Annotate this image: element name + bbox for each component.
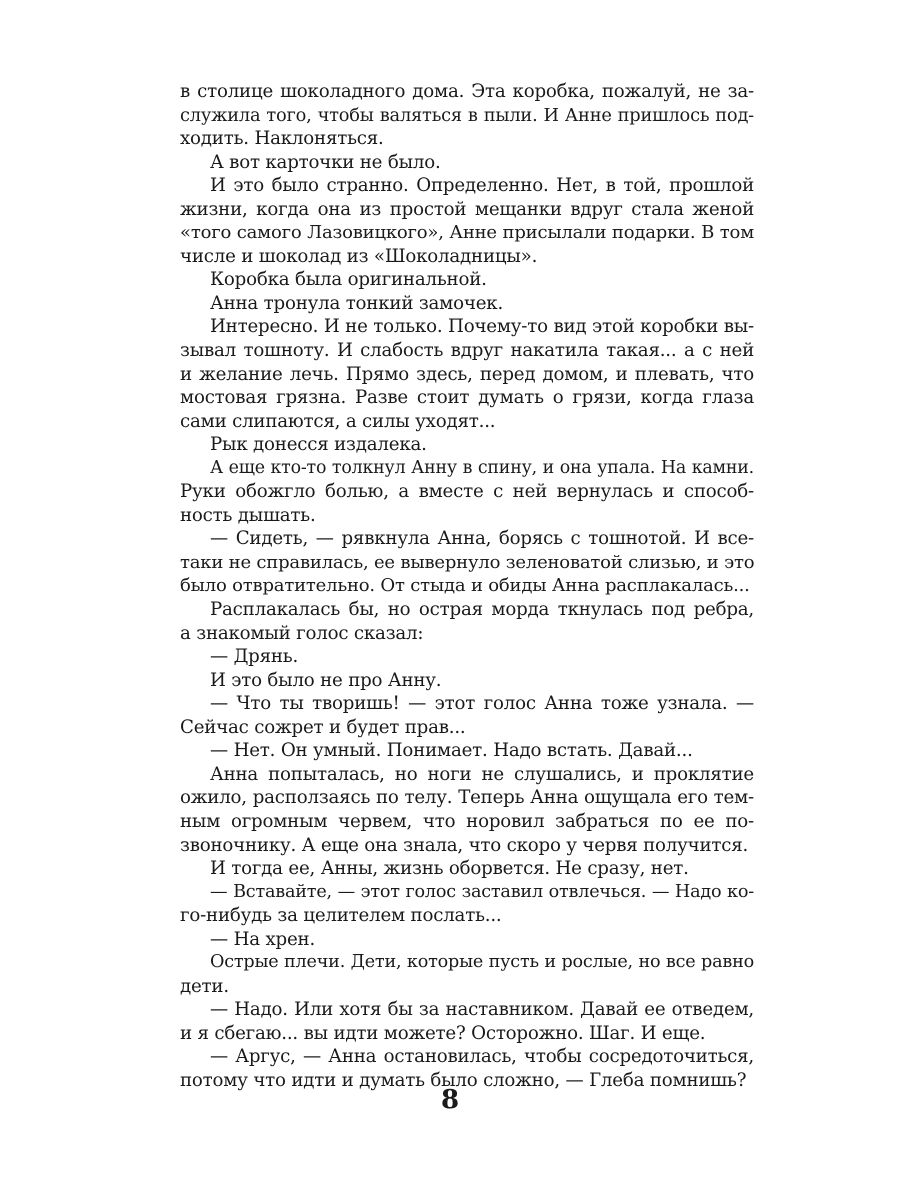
text-line: мостовая грязна. Разве стоит думать о грязи, когда глаза bbox=[180, 387, 754, 409]
text-line: дети. bbox=[180, 975, 229, 997]
text-line: ходить. Наклоняться. bbox=[180, 128, 384, 150]
text-line: — Нет. Он умный. Понимает. Надо встать. Давай... bbox=[210, 740, 693, 762]
text-line: Коробка была оригинальной. bbox=[210, 269, 487, 291]
text-line: и желание лечь. Прямо здесь, перед домом, и плевать, что bbox=[180, 363, 754, 385]
text-line: «того самого Лазовицкого», Анне присылали подарки. В том bbox=[180, 222, 754, 244]
text-line: зывал тошноту. И слабость вдруг накатила такая... а с ней bbox=[180, 340, 754, 362]
text-line: Расплакалась бы, но острая морда ткнулась под ребра, bbox=[210, 599, 754, 621]
text-line: А еще кто-то толкнул Анну в спину, и она упала. На камни. bbox=[210, 457, 754, 478]
text-line: И это было не про Анну. bbox=[210, 669, 442, 691]
text-line: Анна тронула тонкий замочек. bbox=[210, 292, 504, 314]
text-line: — На хрен. bbox=[210, 928, 316, 950]
text-line: ным огромным червем, что норовил забраться по ее по- bbox=[180, 810, 754, 832]
text-line: звоночнику. А еще она знала, что скоро у червя получится. bbox=[180, 834, 749, 856]
body-text bbox=[180, 80, 754, 1093]
page-number: 8 bbox=[440, 1085, 460, 1115]
text-line: и я сбегаю... вы идти можете? Осторожно. Шаг. И еще. bbox=[180, 1022, 706, 1044]
text-line: служила того, чтобы валяться в пыли. И Анне пришлось под- bbox=[180, 104, 754, 126]
text-line: — Надо. Или хотя бы за наставником. Давай ее отведем, bbox=[210, 999, 754, 1021]
text-line: Интересно. И не только. Почему-то вид этой коробки вы- bbox=[210, 316, 754, 338]
text-line: ность дышать. bbox=[180, 504, 316, 526]
text-line: таки не справилась, ее вывернуло зеленоватой слизью, и это bbox=[180, 551, 755, 573]
text-line: потому что идти и думать было сложно, — Глеба помнишь? bbox=[180, 1069, 747, 1091]
text-line: Острые плечи. Дети, которые пусть и рослые, но все равно bbox=[210, 952, 754, 973]
text-line: Сейчас сожрет и будет прав... bbox=[180, 716, 466, 738]
text-line: жизни, когда она из простой мещанки вдруг стала женой bbox=[180, 198, 754, 220]
text-line: — Что ты творишь! — этот голос Анна тоже узнала. — bbox=[210, 693, 754, 715]
text-line: — Вставайте, — этот голос заставил отвлечься. — Надо ко- bbox=[210, 881, 754, 902]
text-line: Анна попыталась, но ноги не слушались, и проклятие bbox=[210, 763, 754, 785]
text-line: в столице шоколадного дома. Эта коробка, пожалуй, не за- bbox=[180, 81, 754, 102]
text-line: — Сидеть, — рявкнула Анна, борясь с тошнотой. И все- bbox=[210, 528, 754, 550]
text-line: А вот карточки не было. bbox=[210, 151, 441, 173]
text-line: — Аргус, — Анна остановилась, чтобы сосредоточиться, bbox=[210, 1046, 754, 1068]
text-line: числе и шоколад из «Шоколадницы». bbox=[180, 245, 538, 267]
text-line: сами слипаются, а силы уходят... bbox=[180, 410, 496, 432]
text-line: Рык донесся издалека. bbox=[210, 434, 427, 456]
text-line: ожило, расползаясь по телу. Теперь Анна ощущала его тем- bbox=[180, 787, 754, 809]
text-line: было отвратительно. От стыда и обиды Анна расплакалась... bbox=[180, 575, 750, 597]
text-line: И это было странно. Определенно. Нет, в той, прошлой bbox=[210, 175, 754, 197]
text-line: И тогда ее, Анны, жизнь оборвется. Не сразу, нет. bbox=[210, 858, 689, 880]
text-line: — Дрянь. bbox=[210, 646, 299, 668]
text-line: го-нибудь за целителем послать... bbox=[180, 905, 502, 927]
text-line: а знакомый голос сказал: bbox=[180, 622, 424, 644]
text-line: Руки обожгло болью, а вместе с ней вернулась и способ- bbox=[180, 481, 754, 503]
